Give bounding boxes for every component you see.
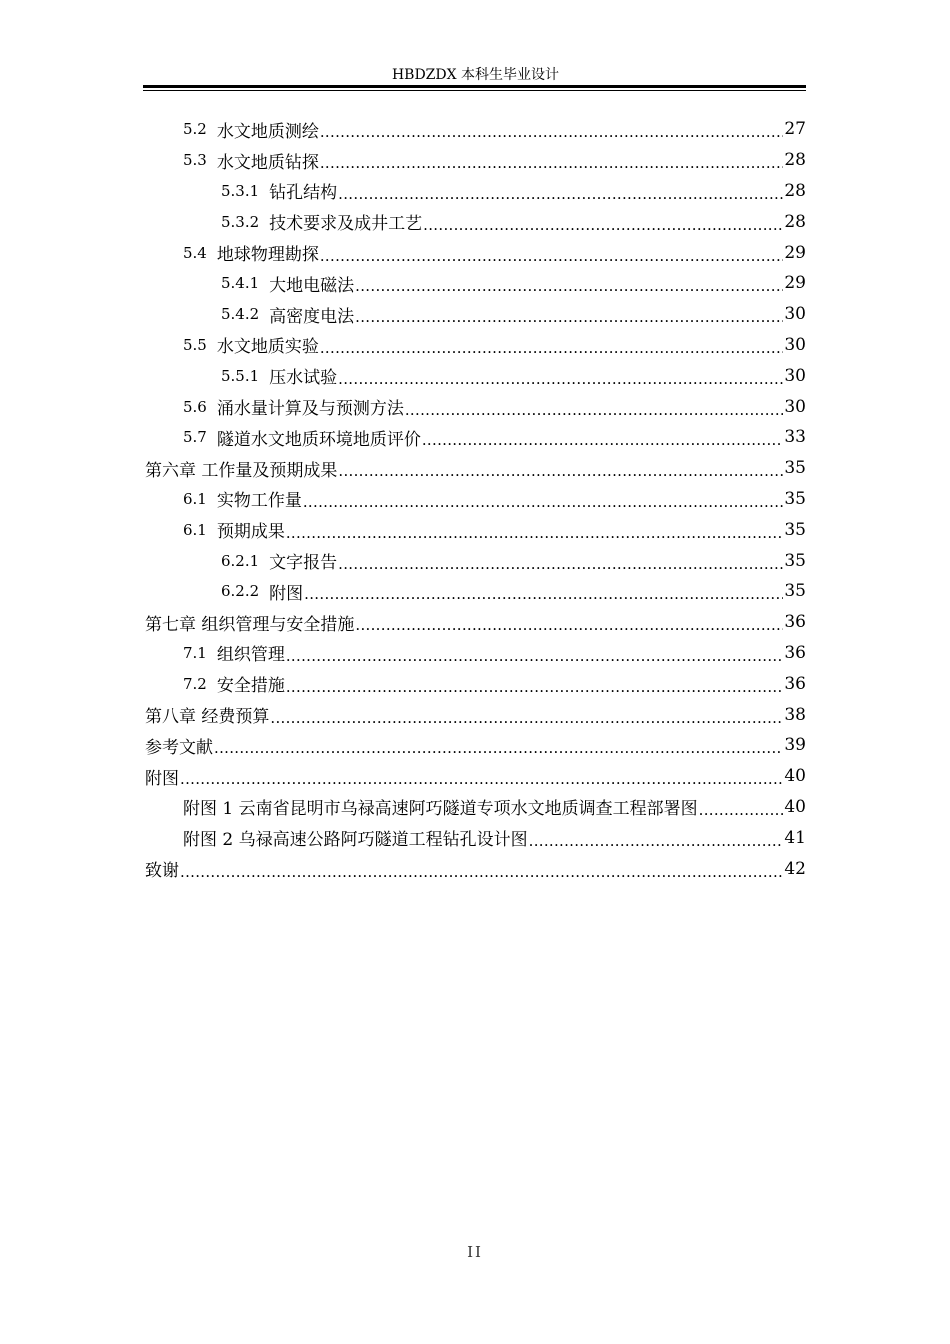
- toc-leader-dots: [355, 615, 783, 633]
- toc-entry-number: 5.4.2: [221, 305, 260, 324]
- toc-leader-dots: [286, 646, 784, 664]
- toc-entry[interactable]: [145, 484, 806, 515]
- toc-entry-title: 钻孔结构: [269, 183, 338, 204]
- toc-entry[interactable]: [145, 237, 806, 268]
- toc-entry-number: 5.5: [183, 335, 207, 354]
- toc-entry-number: 5.3.1: [221, 181, 260, 200]
- toc-entry-title: 第六章 工作量及预期成果: [145, 460, 338, 481]
- toc-entry-page: 35: [784, 488, 806, 509]
- toc-entry[interactable]: [145, 176, 806, 207]
- toc-leader-dots: [180, 862, 783, 880]
- toc-entry[interactable]: [145, 730, 806, 761]
- toc-leader-dots: [320, 338, 784, 356]
- toc-entry[interactable]: [145, 453, 806, 484]
- toc-leader-dots: [320, 122, 784, 140]
- toc-leader-dots: [320, 246, 784, 264]
- toc-entry-number: 6.1: [183, 520, 207, 539]
- toc-entry-title: 水文地质测绘: [216, 121, 319, 142]
- toc-entry-number: 5.6: [183, 397, 207, 416]
- toc-entry-page: 40: [784, 766, 806, 787]
- toc-leader-dots: [320, 153, 784, 171]
- toc-entry-page: 38: [784, 704, 806, 725]
- toc-entry-number: 5.3.2: [221, 212, 260, 231]
- toc-entry-title: 致谢: [145, 861, 179, 882]
- toc-leader-dots: [338, 554, 783, 572]
- toc-entry-page: 40: [784, 796, 806, 817]
- toc-entry-page: 30: [784, 334, 806, 355]
- toc-entry-title: 附图: [145, 768, 179, 789]
- toc-entry[interactable]: [145, 761, 806, 792]
- toc-entry[interactable]: [145, 853, 806, 884]
- toc-entry-page: 29: [784, 273, 806, 294]
- toc-entry-number: 6.1: [183, 489, 207, 508]
- toc-entry-title: 隧道水文地质环境地质评价: [216, 429, 421, 450]
- header-rule-thin: [143, 90, 806, 91]
- toc-entry-page: 28: [784, 180, 806, 201]
- toc-entry-number: 5.4.1: [221, 274, 260, 293]
- toc-entry-title: 压水试验: [269, 368, 338, 389]
- toc-entry-page: 27: [784, 119, 806, 140]
- toc-entry[interactable]: [145, 145, 806, 176]
- toc-entry-page: 35: [784, 519, 806, 540]
- toc-entry-title: 技术要求及成井工艺: [269, 214, 423, 235]
- toc-entry-title: 大地电磁法: [269, 275, 355, 296]
- toc-entry[interactable]: [145, 576, 806, 607]
- toc-leader-dots: [405, 400, 784, 418]
- toc-entry-title: 组织管理: [216, 645, 285, 666]
- toc-entry-number: 6.2.2: [221, 582, 260, 601]
- toc-leader-dots: [422, 430, 784, 448]
- toc-entry-number: 5.3: [183, 151, 207, 170]
- toc-entry[interactable]: [145, 299, 806, 330]
- header-rule-thick: [143, 85, 806, 88]
- toc-entry[interactable]: [145, 360, 806, 391]
- toc-entry-page: 35: [784, 458, 806, 479]
- toc-entry-page: 30: [784, 365, 806, 386]
- toc-entry-page: 41: [784, 827, 806, 848]
- toc-leader-dots: [355, 307, 783, 325]
- toc-entry-title: 附图: [269, 583, 304, 604]
- toc-entry-title: 涌水量计算及与预测方法: [216, 399, 404, 420]
- toc-entry[interactable]: [145, 699, 806, 730]
- toc-entry-title: 地球物理勘探: [216, 245, 319, 266]
- toc-entry-title: 安全措施: [216, 676, 285, 697]
- page-number: II: [467, 1243, 483, 1261]
- toc-entry-page: 36: [784, 673, 806, 694]
- toc-entry-page: 35: [784, 550, 806, 571]
- toc-entry[interactable]: [145, 638, 806, 669]
- toc-leader-dots: [303, 492, 784, 510]
- toc-entry-title: 附图 2 乌禄高速公路阿巧隧道工程钻孔设计图: [183, 830, 528, 851]
- toc-entry[interactable]: [145, 114, 806, 145]
- toc-entry-number: 7.2: [183, 674, 207, 693]
- page-header: HBDZDX 本科生毕业设计: [391, 67, 560, 83]
- toc-entry[interactable]: [145, 607, 806, 638]
- toc-leader-dots: [214, 738, 783, 756]
- toc-entry[interactable]: [145, 792, 806, 823]
- toc-entry-number: 6.2.1: [221, 551, 260, 570]
- toc-leader-dots: [304, 584, 783, 602]
- toc-entry-title: 实物工作量: [216, 491, 302, 512]
- toc-entry[interactable]: [145, 330, 806, 361]
- toc-entry-title: 第八章 经费预算: [145, 707, 270, 728]
- toc-entry-page: 36: [784, 612, 806, 633]
- toc-leader-dots: [355, 276, 783, 294]
- table-of-contents: [145, 114, 806, 884]
- toc-entry-page: 42: [784, 858, 806, 879]
- toc-leader-dots: [270, 708, 783, 726]
- toc-entry-title: 参考文献: [145, 737, 213, 758]
- toc-leader-dots: [338, 184, 783, 202]
- toc-entry-number: 5.5.1: [221, 366, 260, 385]
- toc-entry[interactable]: [145, 514, 806, 545]
- toc-entry-title: 水文地质实验: [216, 337, 319, 358]
- toc-entry[interactable]: [145, 545, 806, 576]
- toc-leader-dots: [286, 677, 784, 695]
- toc-entry[interactable]: [145, 668, 806, 699]
- toc-entry-page: 29: [784, 242, 806, 263]
- toc-entry-number: 5.7: [183, 428, 207, 447]
- toc-entry[interactable]: [145, 822, 806, 853]
- toc-leader-dots: [180, 769, 783, 787]
- toc-entry[interactable]: [145, 422, 806, 453]
- toc-entry-page: 28: [784, 211, 806, 232]
- toc-entry-page: 36: [784, 642, 806, 663]
- toc-leader-dots: [423, 215, 783, 233]
- toc-entry[interactable]: [145, 206, 806, 237]
- toc-entry[interactable]: [145, 268, 806, 299]
- toc-leader-dots: [529, 831, 784, 849]
- toc-entry-page: 30: [784, 396, 806, 417]
- toc-entry-title: 第七章 组织管理与安全措施: [145, 614, 355, 635]
- toc-entry[interactable]: [145, 391, 806, 422]
- toc-entry-page: 35: [784, 581, 806, 602]
- toc-leader-dots: [338, 461, 783, 479]
- toc-entry-page: 39: [784, 735, 806, 756]
- toc-entry-number: 7.1: [183, 643, 207, 662]
- toc-entry-number: 5.4: [183, 243, 207, 262]
- toc-leader-dots: [699, 800, 784, 818]
- toc-leader-dots: [286, 523, 784, 541]
- toc-entry-title: 水文地质钻探: [216, 152, 319, 173]
- toc-entry-title: 文字报告: [269, 553, 338, 574]
- toc-leader-dots: [338, 369, 783, 387]
- toc-entry-page: 30: [784, 304, 806, 325]
- toc-entry-title: 附图 1 云南省昆明市乌禄高速阿巧隧道专项水文地质调查工程部署图: [183, 799, 698, 820]
- toc-entry-title: 高密度电法: [269, 306, 355, 327]
- toc-entry-page: 33: [784, 427, 806, 448]
- toc-entry-title: 预期成果: [216, 522, 285, 543]
- toc-entry-page: 28: [784, 150, 806, 171]
- toc-entry-number: 5.2: [183, 120, 207, 139]
